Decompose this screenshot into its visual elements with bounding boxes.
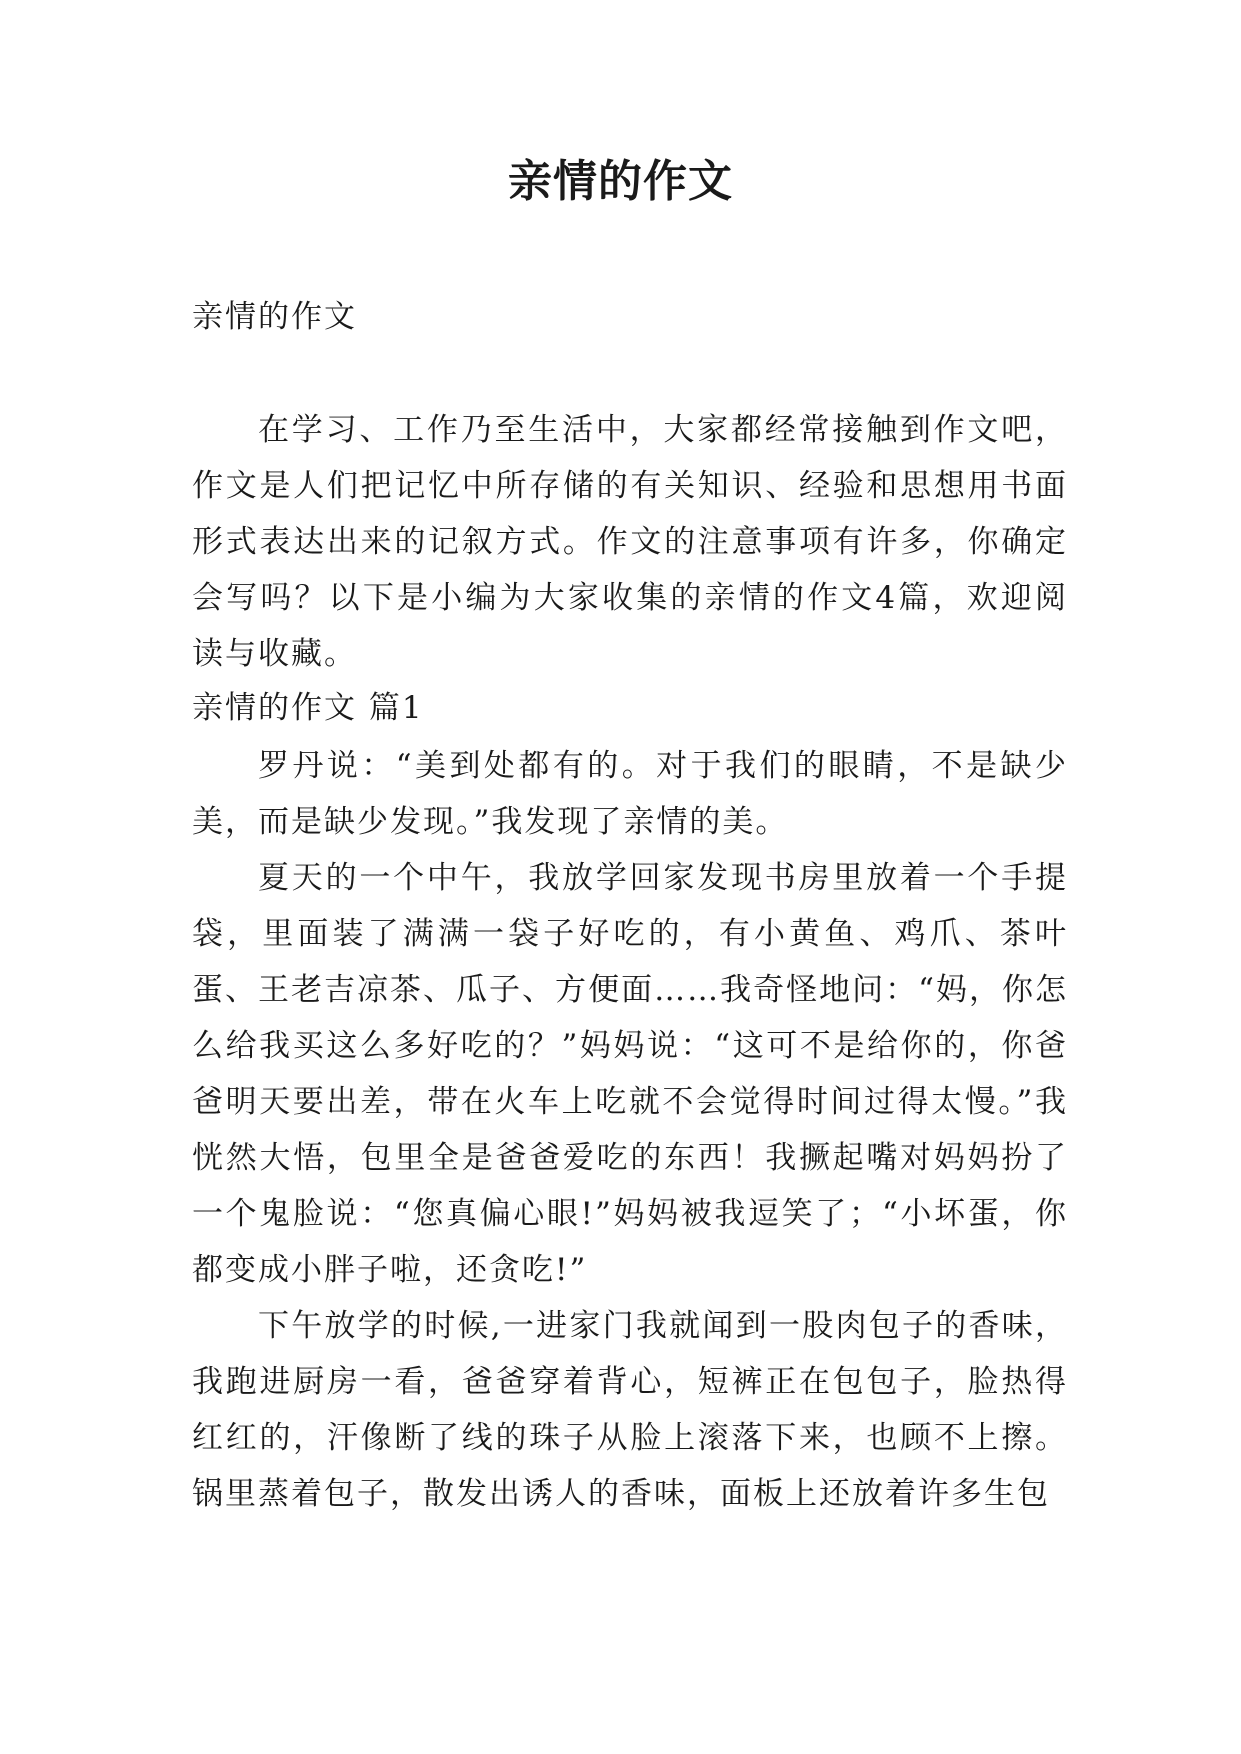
document-title: 亲情的作文 <box>508 156 733 207</box>
intro-paragraph: 在学习、工作乃至生活中，大家都经常接触到作文吧，作文是人们把记忆中所存储的有关知识、经验和思想用书面形式表达出来的记叙方式。作文的注意事项有许多，你确定会写吗？以下是小编为大家收集的亲情的作文4篇，欢迎阅读与收藏。 <box>192 412 1068 672</box>
section-heading: 亲情的作文 篇1 <box>192 690 424 726</box>
body-paragraph: 下午放学的时候,一进家门我就闻到一股肉包子的香味，我跑进厨房一看，爸爸穿着背心，短裤正在包包子，脸热得红红的，汗像断了线的珠子从脸上滚落下来，也顾不上擦。锅里蒸着包子，散发出诱人的香味，面板上还放着许多生包 <box>192 1308 1068 1512</box>
document-subtitle: 亲情的作文 <box>192 299 357 335</box>
document-content <box>192 402 1068 1522</box>
body-paragraph: 夏天的一个中午，我放学回家发现书房里放着一个手提袋，里面装了满满一袋子好吃的，有小黄鱼、鸡爪、茶叶蛋、王老吉凉茶、瓜子、方便面……我奇怪地问：“妈，你怎么给我买这么多好吃的？”妈妈说：“这可不是给你的，你爸爸明天要出差，带在火车上吃就不会觉得时间过得太慢。”我恍然大悟，包里全是爸爸爱吃的东西！我撅起嘴对妈妈扮了一个鬼脸说：“您真偏心眼!”妈妈被我逗笑了；“小坏蛋，你都变成小胖子啦，还贪吃!” <box>192 860 1068 1288</box>
body-paragraph: 罗丹说：“美到处都有的。对于我们的眼睛，不是缺少美，而是缺少发现。”我发现了亲情的美。 <box>192 748 1068 840</box>
